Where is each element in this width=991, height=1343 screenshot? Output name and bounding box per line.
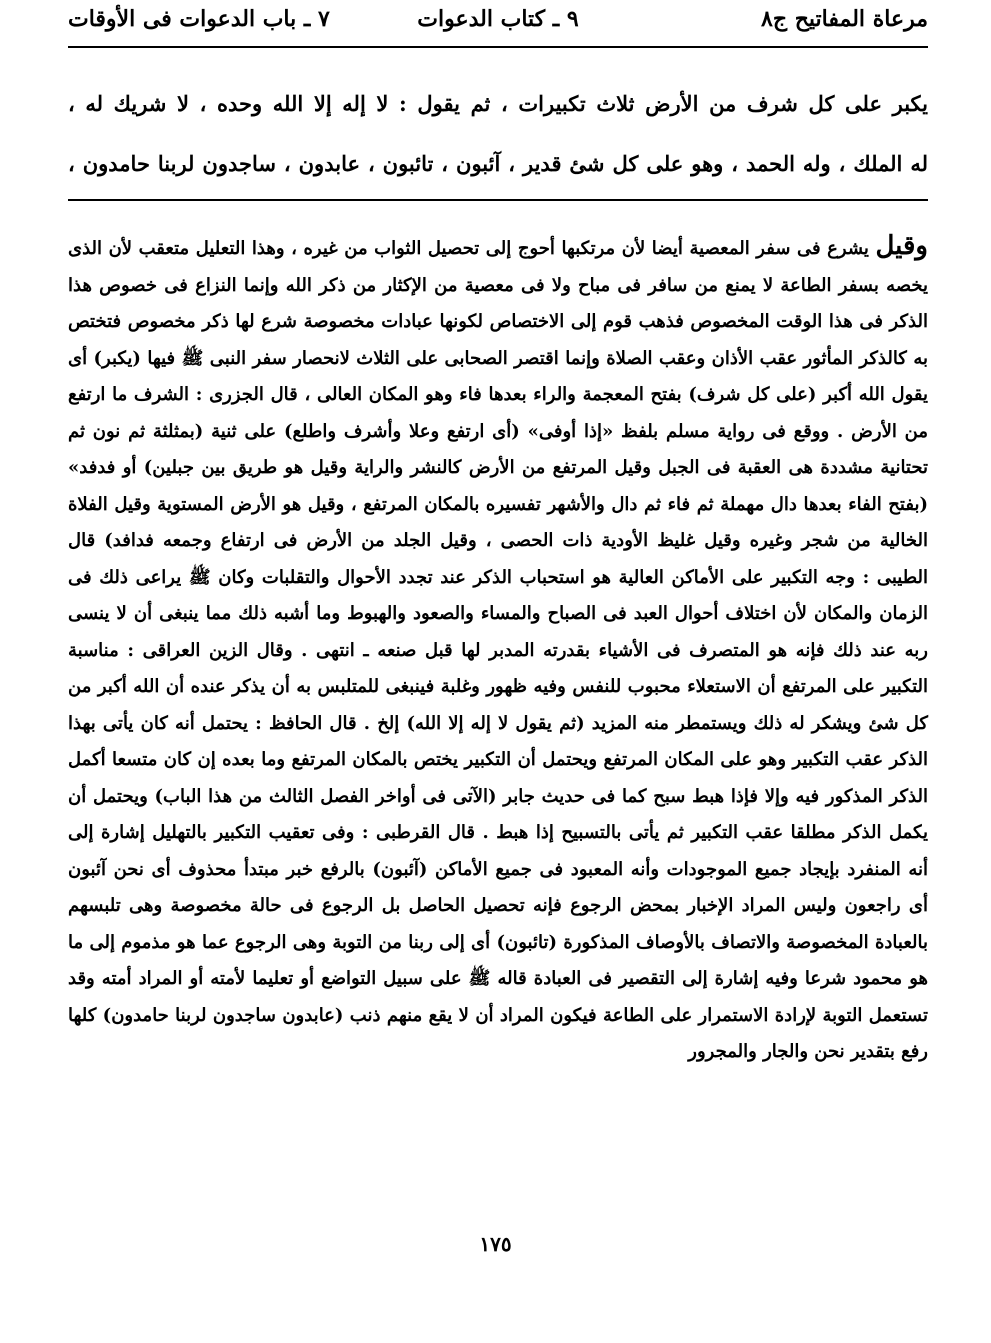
header-book-title: ٩ ـ كتاب الدعوات bbox=[417, 6, 579, 32]
running-header bbox=[68, 6, 928, 36]
commentary-paragraph bbox=[68, 228, 928, 1071]
hadith-line-2: له الملك ، وله الحمد ، وهو على كل شئ قدير ، آئبون ، تائبون ، عابدون ، ساجدون لربنا حامدون ، bbox=[68, 151, 928, 176]
header-rule bbox=[68, 46, 928, 48]
commentary-text bbox=[68, 228, 928, 1248]
header-book-part: مرعاة المفاتيح ج٨ bbox=[761, 6, 928, 32]
header-chapter: ٧ ـ باب الدعوات فى الأوقات bbox=[68, 6, 330, 32]
section-divider bbox=[68, 199, 928, 201]
commentary-lead-word: وقيل bbox=[875, 231, 928, 261]
hadith-text bbox=[68, 74, 928, 194]
page-number: ١٧٥ bbox=[479, 1232, 512, 1256]
hadith-line-1: يكبر على كل شرف من الأرض ثلاث تكبيرات ، ثم يقول : لا إله إلا الله وحده ، لا شريك له ، bbox=[68, 91, 928, 116]
commentary-body: يشرع فى سفر المعصية أيضا لأن مرتكبها أحوج إلى تحصيل الثواب من غيره ، وهذا التعليل متعقب لأن الذى يخصه بسفر الطاعة لا يمنع من سافر فى مباح ولا فى معصية من الإكثار من ذكر الله وإنما النزاع فى خصوص هذا الذكر فى هذا الوقت المخصوص فذهب قوم إلى الاختصاص لكونها عبادات مخصوصة شرع لها ذكر مخصوص فتختص به كالذكر المأثور عقب الأذان وعقب الصلاة وإنما اقتصر الصحابى على الثلاث لانحصار سفر النبى ﷺ فيها (يكبر) أى يقول الله أكبر (على كل شرف) بفتح المعجمة والراء بعدها فاء وهو المكان العالى ، قال الجزرى : الشرف ما ارتفع من الأرض . ووقع فى رواية مسلم بلفظ «إذا أوفى» (أى ارتفع وعلا وأشرف واطلع) على ثنية (بمثلثة ثم نون ثم تحتانية مشددة هى العقبة فى الجبل وقيل المرتفع من الأرض كالنشر والراية وقيل هو طريق بين جبلين) أو فدفد» (بفتح الفاء بعدها دال مهملة ثم فاء ثم دال والأشهر تفسيره بالمكان المرتفع ، وقيل هو الأرض المستوية وقيل الفلاة الخالية من شجر وغيره وقيل غليظ الأودية ذات الحصى ، وقيل الجلد من الأرض فى ارتفاع وجمعه فدافد) قال الطيبى : وجه التكبير على الأماكن العالية هو استحباب الذكر عند تجدد الأحوال والتقلبات وكان ﷺ يراعى ذلك فى الزمان والمكان لأن اختلاف أحوال العبد فى الصباح والمساء والصعود والهبوط وما أشبه ذلك مما ينبغى أن لا ينسى ربه عند ذلك فإنه هو المتصرف فى الأشياء بقدرته المدبر لها قبل صنعه ـ انتهى . وقال الزين العراقى : مناسبة التكبير على المرتفع أن الاستعلاء محبوب للنفس وفيه ظهور وغلبة فينبغى للمتلبس به أن يذكر عنده أن الله أكبر من كل شئ ويشكر له ذلك ويستمطر منه المزيد (ثم يقول لا إله إلا الله) إلخ . قال الحافظ : يحتمل أنه كان يأتى بهذا الذكر عقب التكبير وهو على المكان المرتفع ويحتمل أن التكبير يختص بالمكان المرتفع وما بعده إن كان متسعا أكمل الذكر المذكور فيه وإلا فإذا هبط سبح كما فى حديث جابر (الآتى فى أواخر الفصل الثالث من هذا الباب) ويحتمل أن يكمل الذكر مطلقا عقب التكبير ثم يأتى بالتسبيح إذا هبط . قال القرطبى : وفى تعقيب التكبير بالتهليل إشارة إلى أنه المنفرد بإيجاد جميع الموجودات وأنه المعبود فى جميع الأماكن (آئبون) بالرفع خبر مبتدأ محذوف أى نحن آئبون أى راجعون وليس المراد الإخبار بمحض الرجوع فإنه تحصيل الحاصل بل الرجوع فى حالة مخصوصة وهى تلبسهم بالعبادة المخصوصة والاتصاف بالأوصاف المذكورة (تائبون) أى إلى ربنا من التوبة وهى الرجوع عما هو مذموم إلى ما هو محمود شرعا وفيه إشارة إلى التقصير فى العبادة قاله ﷺ على سبيل التواضع أو تعليما لأمته أو المراد أمته وقد تستعمل التوبة لإرادة الاستمرار على الطاعة فيكون المراد أن لا يقع منهم ذنب (عابدون ساجدون لربنا حامدون) كلها رفع بتقدير نحن والجار والمجرور bbox=[68, 238, 928, 1062]
